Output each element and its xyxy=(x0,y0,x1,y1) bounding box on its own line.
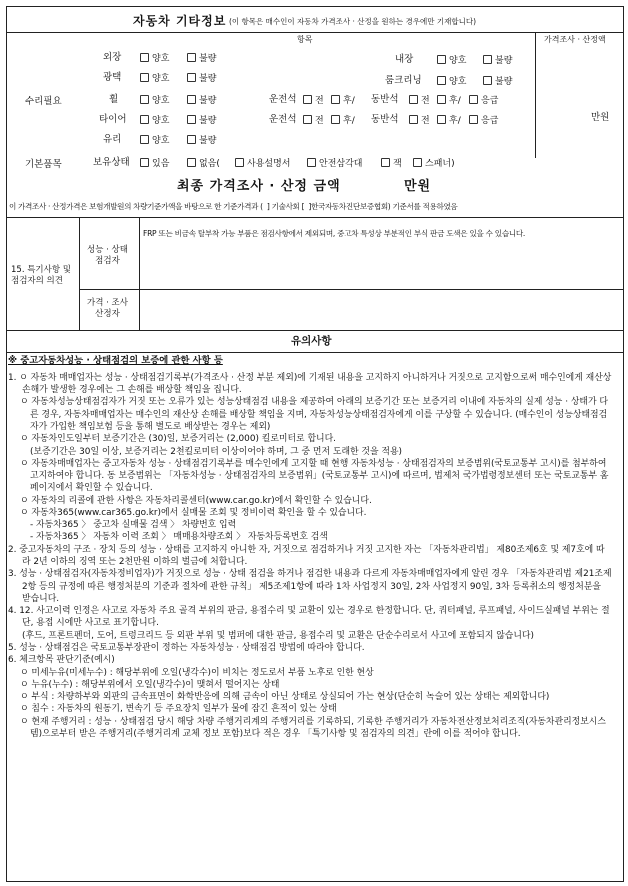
notice-item: - 자동차365 〉 자동차 이력 조회 〉 매매용차량조회 〉 자동차등록번호 검색 xyxy=(30,532,328,543)
notice-title: 유의사항 xyxy=(291,335,332,347)
checkbox[interactable] xyxy=(140,158,149,167)
tire-good-option[interactable]: 양호 xyxy=(140,115,169,127)
section-subtitle: (이 항목은 매수인이 자동차 가격조사 · 산정을 원하는 경우에만 기재합니다) xyxy=(229,17,477,26)
possession-label: 보유상태 xyxy=(93,157,130,168)
exterior-label: 외장 xyxy=(103,52,122,63)
gloss-label: 광택 xyxy=(103,72,122,83)
frp-note: FRP 또는 비금속 탈부착 가능 부품은 점검사항에서 제외되며, 중고차 특성상 부분적인 부식 판금 도색은 있을 수 있습니다. xyxy=(143,229,526,238)
divider xyxy=(7,32,623,33)
glass-bad-option[interactable]: 불량 xyxy=(187,135,216,147)
driver-seat-front-option[interactable]: 전 xyxy=(303,115,324,127)
driver-seat-rear-option[interactable]: 후/ xyxy=(331,115,355,127)
basic-items-label: 기본품목 xyxy=(25,159,62,170)
checkbox[interactable] xyxy=(140,135,149,144)
slash: / xyxy=(457,96,461,106)
wheel-good-option[interactable]: 양호 xyxy=(140,95,169,107)
checkbox[interactable] xyxy=(437,55,446,64)
divider xyxy=(7,330,623,331)
glass-label: 유리 xyxy=(103,134,122,145)
driver-seat-front-option[interactable]: 전 xyxy=(303,95,324,107)
notice-item: ㅇ 현재 주행거리 : 성능 · 상태점검 당시 해당 차량 주행거리계의 주행거리를 기록하되, 기록한 주행거리가 자동차전산정보처리조직(자동차관리정보시스템)으로부터 받은 주행거리(주행거리계 교체 정보 포함)보다 적은 경우 「특기사항 및 점검자의 의견」란에 이를 적어야 합니다. xyxy=(20,716,606,739)
slash: / xyxy=(351,116,355,126)
notice-item: ㅇ 부식 : 차량하부와 외판의 금속표면이 화학반응에 의해 금속이 아닌 상태로 상실되어 가는 현상(단순히 녹슬어 있는 상태는 제외합니다) xyxy=(20,692,550,703)
checkbox[interactable] xyxy=(187,53,196,62)
final-price-title: 최종 가격조사 · 산정 금액 xyxy=(177,179,341,194)
divider xyxy=(79,289,623,290)
checkbox[interactable] xyxy=(235,158,244,167)
gloss-good-option[interactable]: 양호 xyxy=(140,73,169,85)
col-price-header: 가격조사 · 산정액 xyxy=(544,35,606,44)
checkbox[interactable] xyxy=(469,95,478,104)
checkbox[interactable] xyxy=(140,73,149,82)
checkbox[interactable] xyxy=(140,95,149,104)
notice-body xyxy=(8,355,612,740)
room-cleaning-label: 룸크리닝 xyxy=(385,75,422,86)
interior-good-option[interactable]: 양호 xyxy=(437,55,466,67)
checkbox[interactable] xyxy=(303,95,312,104)
checkbox[interactable] xyxy=(187,135,196,144)
exterior-good-option[interactable]: 양호 xyxy=(140,53,169,65)
wheel-label: 휠 xyxy=(109,94,119,105)
driver-seat-rear-option[interactable]: 후/ xyxy=(331,95,355,107)
notice-item: - 자동차365 〉 중고차 실매물 검색 〉 차량번호 입력 xyxy=(30,520,237,531)
checkbox[interactable] xyxy=(187,95,196,104)
slash: / xyxy=(457,116,461,126)
appraiser-label: 가격 · 조사 산정자 xyxy=(87,298,128,319)
jack-option[interactable]: 잭 xyxy=(381,158,402,170)
exterior-bad-option[interactable]: 불량 xyxy=(187,53,216,65)
gloss-bad-option[interactable]: 불량 xyxy=(187,73,216,85)
checkbox[interactable] xyxy=(187,73,196,82)
checkbox[interactable] xyxy=(187,158,196,167)
checkbox[interactable] xyxy=(140,115,149,124)
divider xyxy=(7,352,623,353)
passenger-seat-rear-option[interactable]: 후/ xyxy=(437,115,461,127)
col-item-header: 항목 xyxy=(297,35,313,44)
notice-item: 3. 성능 · 상태점검자(자동차정비업자)가 거짓으로 성능 · 상태 점검을 하거나 점검한 내용과 다르게 자동차매매업자에게 알린 경우 「자동차관리법 제21조제2항 등의 규정에 따른 행정처분의 기준과 절차에 관한 규칙」 제5조제1항에 따라 1차 사업정지 30일, 2차 사업정지 90일, 3차 등록취소의 행정처분을 받습니다. xyxy=(8,569,612,604)
driver-seat-label: 운전석 xyxy=(269,94,297,105)
checkbox[interactable] xyxy=(381,158,390,167)
checkbox-bracket[interactable]: ] xyxy=(262,202,272,211)
notice-item: 5. 성능 · 상태점검은 국토교통부장관이 정하는 자동차성능 · 상태점검 방법에 따라야 합니다. xyxy=(8,643,365,654)
inspector-label: 성능 · 상태 점검자 xyxy=(87,245,128,266)
notice-item: ㅇ 자동차성능상태점검자가 거짓 또는 오류가 있는 성능상태점검 내용을 제공하여 아래의 보증기간 또는 보증거리 이내에 자동차의 실제 성능 · 상태가 다른 경우, 자동차매매업자는 매수인의 재산상 손해를 배상할 책임을 지며, 자동차성능상태점검자에게 이를 구상할 수 있습니다. (매수인이 성능상태점검자가 가입한 책임보험 등을 통해 별도로 배상받는 경우는 제외) xyxy=(20,397,608,432)
room-cleaning-good-option[interactable]: 양호 xyxy=(437,76,466,88)
checkbox[interactable] xyxy=(307,158,316,167)
checkbox[interactable] xyxy=(437,95,446,104)
driver-seat-label: 운전석 xyxy=(269,114,297,125)
divider xyxy=(79,217,80,330)
passenger-seat-front-option[interactable]: 전 xyxy=(409,115,430,127)
price-basis-statement: 이 가격조사 · 산정가격은 보험개발원의 차량기준가액을 바탕으로 한 기준가격과 ( ] 기술사회 [ ]한국자동차진단보증협회) 기준서를 적용하였음 xyxy=(9,202,458,211)
glass-good-option[interactable]: 양호 xyxy=(140,135,169,147)
price-unit-manwon: 만원 xyxy=(591,112,610,123)
checkbox[interactable] xyxy=(409,95,418,104)
checkbox[interactable] xyxy=(437,115,446,124)
checkbox[interactable] xyxy=(469,115,478,124)
checkbox[interactable] xyxy=(483,55,492,64)
checkbox[interactable] xyxy=(409,115,418,124)
room-cleaning-bad-option[interactable]: 불량 xyxy=(483,76,512,88)
passenger-seat-rear-option[interactable]: 후/ xyxy=(437,95,461,107)
passenger-seat-label: 동반석 xyxy=(371,94,399,105)
wheel-bad-option[interactable]: 불량 xyxy=(187,95,216,107)
passenger-seat-label: 동반석 xyxy=(371,114,399,125)
tire-bad-option[interactable]: 불량 xyxy=(187,115,216,127)
divider xyxy=(139,217,140,330)
slash: / xyxy=(351,96,355,106)
checkbox[interactable] xyxy=(437,76,446,85)
tire-label: 타이어 xyxy=(99,114,127,125)
checkbox-bracket[interactable]: [ ] xyxy=(299,202,311,211)
checkbox[interactable] xyxy=(140,53,149,62)
spanner-option[interactable]: 스패너) xyxy=(413,158,455,170)
emergency-option[interactable]: 응급 xyxy=(469,115,498,127)
checkbox[interactable] xyxy=(303,115,312,124)
emergency-option[interactable]: 응급 xyxy=(469,95,498,107)
notice-item: (보증기간은 30일 이상, 보증거리는 2천킬로미터 이상이어야 하며, 그 중 먼저 도래한 것을 적용) xyxy=(30,446,402,457)
checkbox[interactable] xyxy=(331,115,340,124)
divider xyxy=(7,217,623,218)
checkbox[interactable] xyxy=(331,95,340,104)
interior-bad-option[interactable]: 불량 xyxy=(483,55,512,67)
notice-item: ㅇ 자동차매매업자는 중고자동차 성능 · 상태점검기록부를 매수인에게 고지할 때 현행 자동차성능 · 상태점검자의 보증범위(국토교통부 고시)를 첨부하여 고지하여야 합니다. 동 보증범위는 「자동차성능 · 상태점검자의 보증범위」(국토교통부 고시)에 따르며, 법제처 국가법령정보센터 또는 국토교통부 홈페이지에서 확인할 수 있습니다. xyxy=(20,458,609,494)
possession-none-option[interactable]: 없음( xyxy=(187,158,220,170)
notice-heading: ※ 중고자동차성능 · 상태점검의 보증에 관한 사항 등 xyxy=(8,355,223,366)
notice-item: 2. 중고자동차의 구조 · 장치 등의 성능 · 상태를 고지하지 아니한 자, 거짓으로 점검하거나 거짓 고지한 자는 「자동차관리법」 제80조제6호 및 제7호에 따라 2년 이하의 징역 또는 2천만원 이하의 벌금에 처합니다. xyxy=(8,544,605,568)
notice-items xyxy=(8,372,612,740)
possession-has-option[interactable]: 있음 xyxy=(140,158,169,170)
special-notes-label: 15. 특기사항 및 점검자의 의견 xyxy=(11,265,71,286)
checkbox[interactable] xyxy=(187,115,196,124)
notice-item: ㅇ 자동차의 리콜에 관한 사항은 자동차리콜센터(www.car.go.kr)에서 확인할 수 있습니다. xyxy=(20,495,372,506)
passenger-seat-front-option[interactable]: 전 xyxy=(409,95,430,107)
notice-item: 1. ㅇ 자동차 매매업자는 성능 · 상태점검기록부(가격조사 · 산정 부분 제외)에 기재된 내용을 고지하지 아니하거나 거짓으로 고지함으로써 매수인에게 재산상 손해가 발생한 경우에는 그 손해를 배상할 책임을 집니다. xyxy=(8,372,612,396)
divider xyxy=(535,32,536,158)
notice-item: ㅇ 누유(누수) : 해당부위에서 오일(냉각수)이 맺혀서 떨어지는 상태 xyxy=(20,679,280,690)
interior-label: 내장 xyxy=(395,54,414,65)
notice-item: 4. 12. 사고이력 인정은 사고로 자동차 주요 골격 부위의 판금, 용접수리 및 교환이 있는 경우로 한정합니다. 단, 쿼터패널, 루프패널, 사이드실패널 부위는 절단, 용접 시에만 사고로 표기합니다. xyxy=(8,606,610,629)
safety-triangle-option[interactable]: 안전삼각대 xyxy=(307,158,362,170)
notice-item: ㅇ 침수 : 자동차의 원동기, 변속기 등 주요장치 일부가 물에 잠긴 흔적이 있는 상태 xyxy=(20,704,337,715)
notice-item: 6. 체크항목 판단기준(예시) xyxy=(8,655,115,666)
notice-item: (후드, 프론트펜더, 도어, 트렁크리드 등 외판 부위 및 범퍼에 대한 판금, 용접수리 및 교환은 단순수리로서 사고에 포함되지 않습니다) xyxy=(22,630,534,641)
manual-option[interactable]: 사용설명서 xyxy=(235,158,290,170)
final-price-unit: 만원 xyxy=(404,179,432,194)
section-title: 자동차 기타정보 xyxy=(133,14,227,28)
notice-item: ㅇ 자동차인도일부터 보증기간은 (30)일, 보증거리는 (2,000) 킬로미터로 합니다. xyxy=(20,434,336,445)
checkbox[interactable] xyxy=(413,158,422,167)
repair-needed-label: 수리필요 xyxy=(25,96,62,107)
notice-item: ㅇ 미세누유(미세누수) : 해당부위에 오일(냉각수)이 비치는 정도로서 부품 노후로 인한 현상 xyxy=(20,667,374,678)
checkbox[interactable] xyxy=(483,76,492,85)
notice-item: ㅇ 자동차365(www.car365.go.kr)에서 실매물 조회 및 정비이력 확인을 할 수 있습니다. xyxy=(20,507,367,518)
